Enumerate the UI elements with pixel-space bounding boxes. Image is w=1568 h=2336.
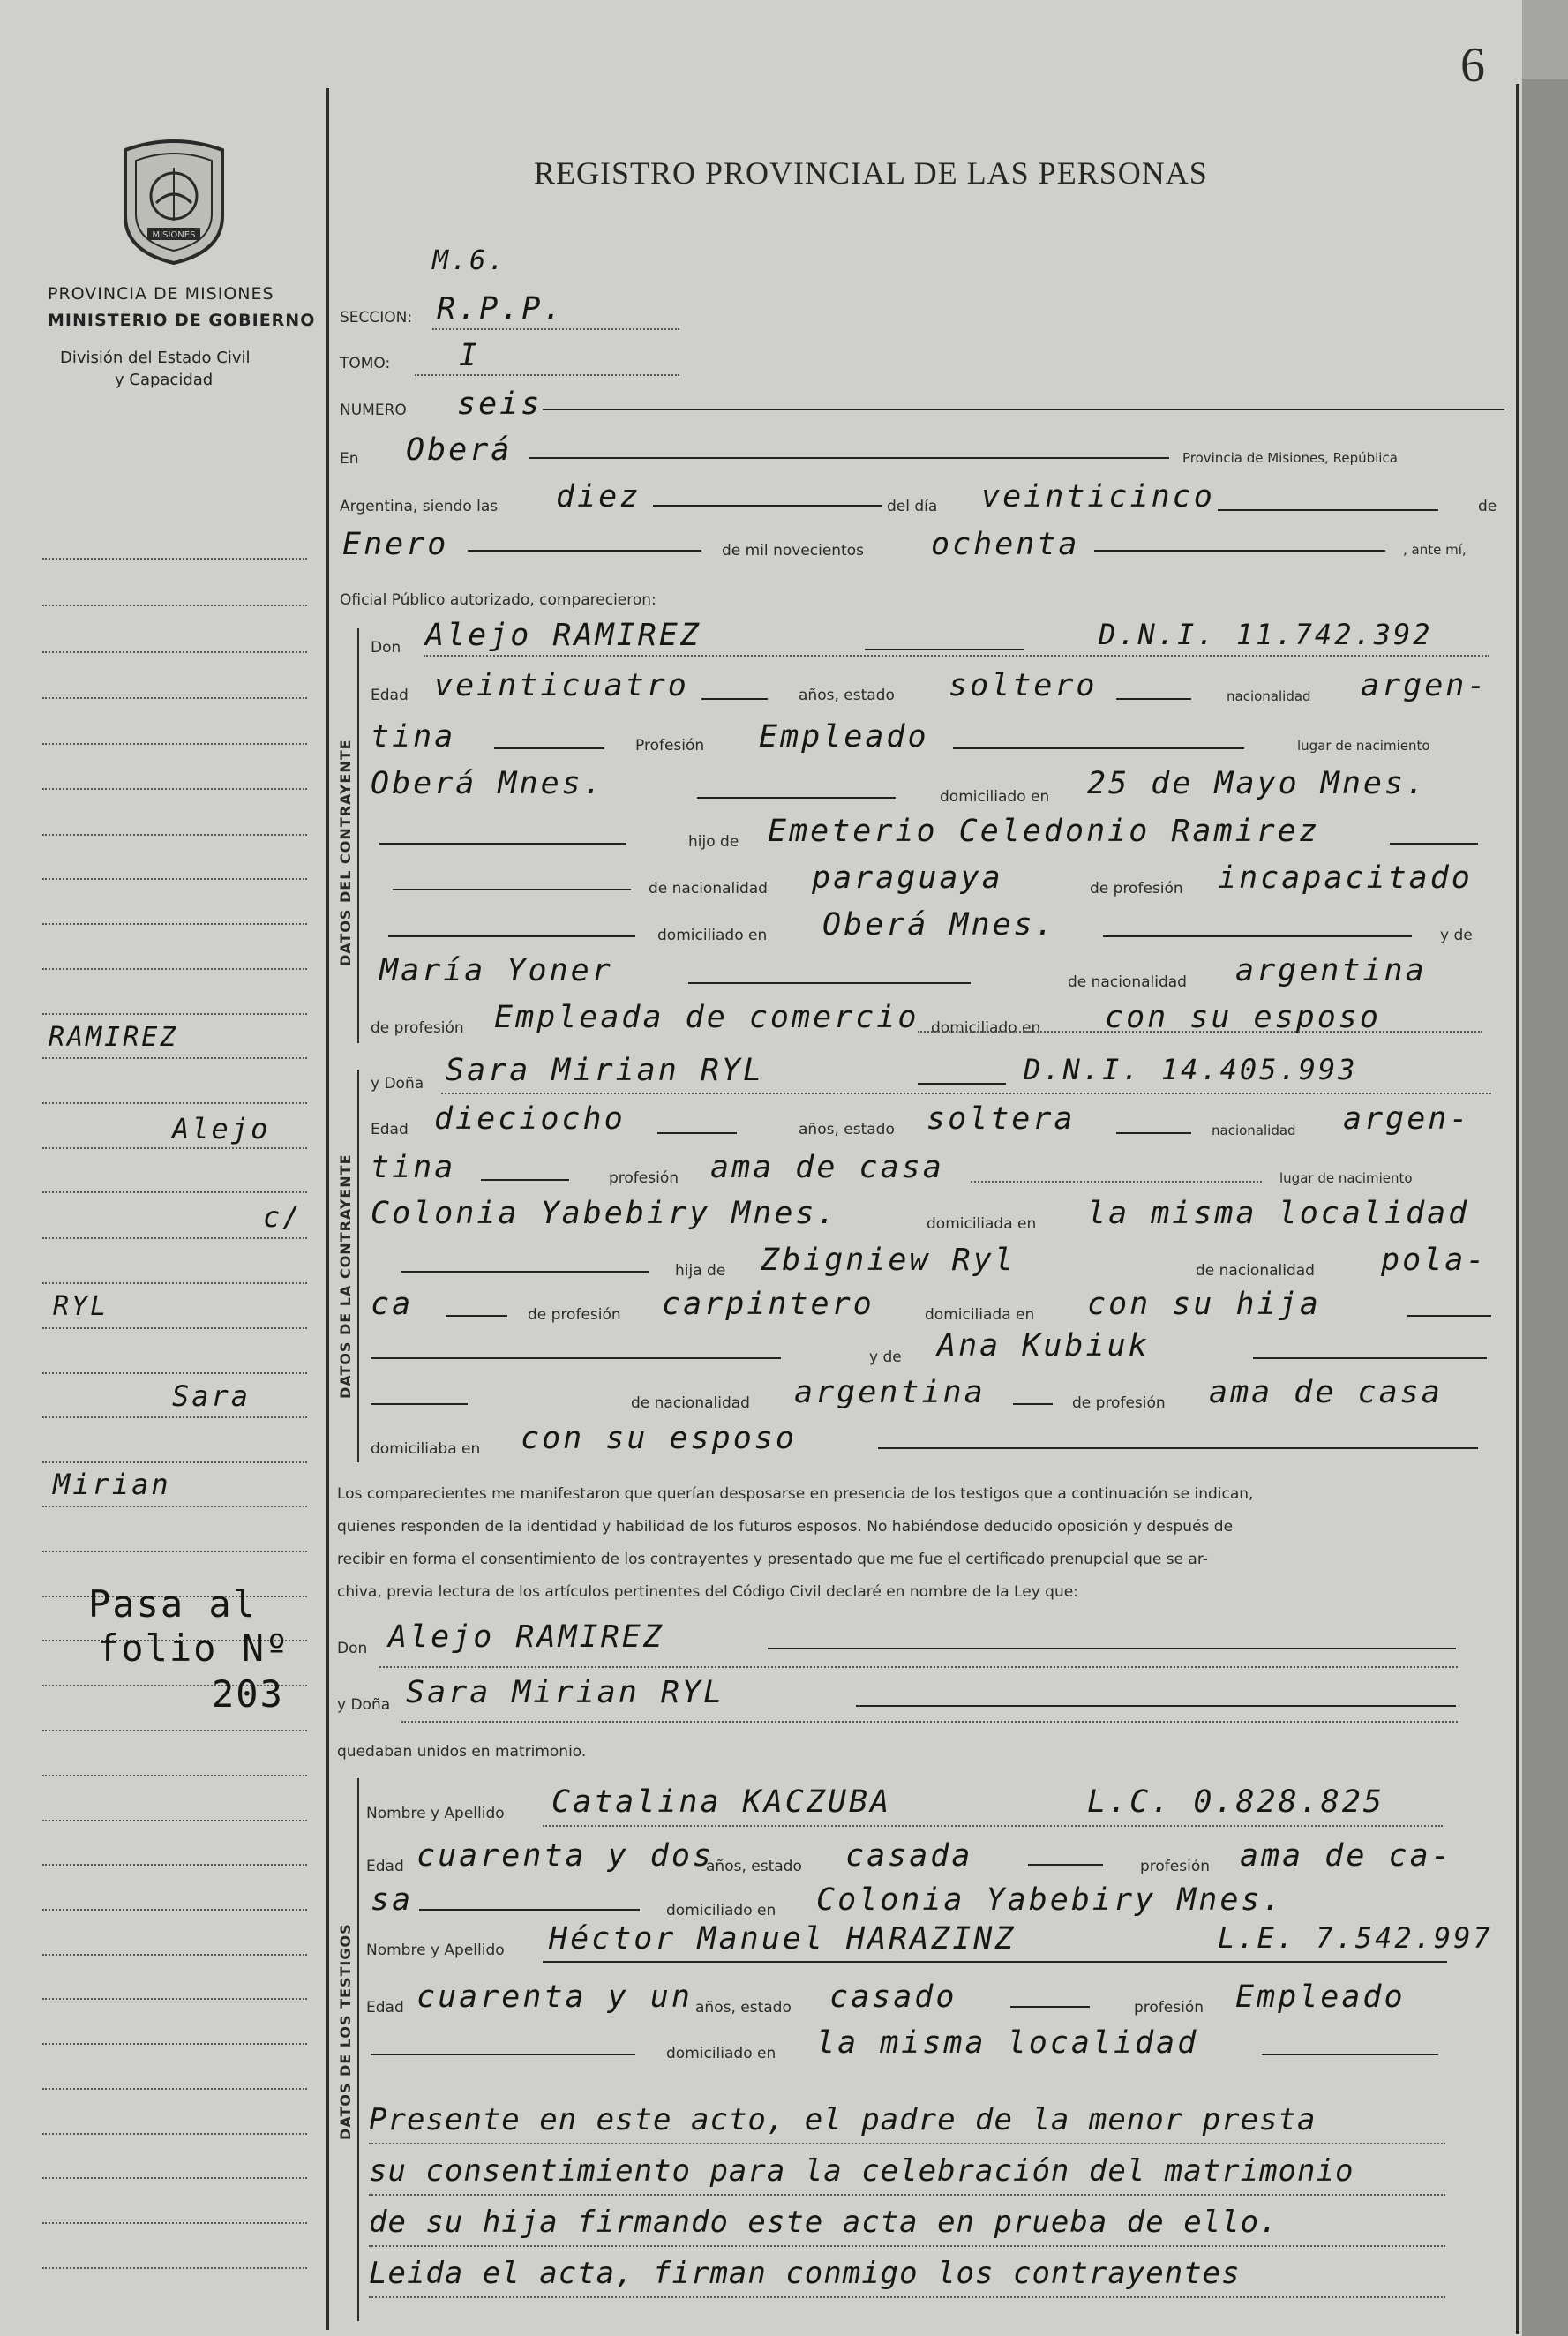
anio-label: de mil novecientos	[722, 542, 864, 560]
contrayenta-madre-dom: con su esposo	[521, 1421, 797, 1456]
t2-prof: Empleado	[1235, 1979, 1406, 2015]
matrimonio-don-label: Don	[337, 1640, 368, 1657]
numero-value: seis	[457, 387, 543, 422]
t2-edad-label: Edad	[366, 1999, 404, 2017]
document-title: REGISTRO PROVINCIAL DE LAS PERSONAS	[534, 155, 1208, 191]
margin-pasa-3: 203	[212, 1672, 284, 1716]
t1-anos-label: años, estado	[706, 1858, 802, 1875]
contrayenta-madre: Ana Kubiuk	[937, 1328, 1150, 1363]
mes-value: Enero	[342, 527, 449, 562]
mark-m6: M.6.	[432, 245, 507, 276]
margin-apellido: RAMIREZ	[49, 1022, 179, 1053]
t2-doc: L.E. 7.542.997	[1218, 1921, 1493, 1955]
section-contrayente: DATOS DEL CONTRAYENTE	[337, 739, 354, 966]
contrayente-madre-dom: con su esposo	[1105, 1000, 1381, 1035]
section-testigos: DATOS DE LOS TESTIGOS	[337, 1923, 354, 2140]
nacionalidad-label: nacionalidad	[1227, 688, 1311, 704]
t1-edad: cuarenta y dos	[416, 1838, 715, 1874]
seccion-value: R.P.P.	[437, 291, 565, 327]
province-label: PROVINCIA DE MISIONES	[48, 284, 274, 304]
contrayente-lugar-nac: Oberá Mnes.	[371, 766, 604, 801]
t1-dom: Colonia Yabebiry Mnes.	[816, 1882, 1284, 1918]
t2-estado: casado	[829, 1979, 957, 2015]
t1-estado: casada	[845, 1838, 973, 1874]
matrimonio-dona-label: y Doña	[337, 1696, 391, 1714]
contrayente-madre-nac: argentina	[1235, 953, 1427, 988]
contrayente-nacionalidad-2: tina	[371, 719, 456, 755]
nota-line-2: su consentimiento para la celebración del matrimonio	[369, 2153, 1354, 2189]
t1-prof-2: sa	[371, 1882, 414, 1918]
argentina-label: Argentina, siendo las	[340, 498, 499, 515]
domiciliada-label: domiciliada en	[927, 1215, 1037, 1233]
madre-dom-label: domiciliado en	[931, 1019, 1041, 1037]
contrayenta-estado: soltera	[927, 1101, 1076, 1137]
province-seal	[116, 132, 231, 265]
de-label: de	[1478, 498, 1497, 515]
contrayenta-madre-prof: ama de casa	[1209, 1375, 1443, 1410]
oficial-label: Oficial Público autorizado, comparecieron:	[340, 591, 656, 609]
declaracion-line-1: Los comparecientes me manifestaron que querían desposarse en presencia de los testigos que a continuación se indican,	[337, 1485, 1254, 1503]
numero-label: NUMERO	[340, 402, 407, 419]
page-edge	[1522, 79, 1568, 2336]
section-contrayenta: DATOS DE LA CONTRAYENTE	[337, 1153, 354, 1399]
contrayenta-madre-nac: argentina	[794, 1375, 986, 1410]
en-label: En	[340, 450, 359, 468]
anio-value: ochenta	[931, 527, 1080, 562]
contrayenta-padre-nac-2: ca	[371, 1287, 414, 1322]
contrayenta-nacionalidad-2: tina	[371, 1150, 456, 1185]
lugar-nacimiento-label-2: lugar de nacimiento	[1279, 1170, 1413, 1186]
t2-nombre: Héctor Manuel HARAZINZ	[549, 1921, 1017, 1957]
profesion-label-2: profesión	[609, 1169, 679, 1187]
t1-nombre-label: Nombre y Apellido	[366, 1805, 505, 1822]
contrayenta-padre-dom: con su hija	[1087, 1287, 1321, 1322]
madre-prof-label-2: de profesión	[1072, 1394, 1166, 1412]
t2-anos-label: años, estado	[695, 1999, 792, 2017]
ministry-label: MINISTERIO DE GOBIERNO	[48, 311, 316, 330]
padre-dom-label-2: domiciliada en	[925, 1306, 1035, 1324]
division-label-2: y Capacidad	[115, 371, 214, 389]
contrayente-estado: soltero	[949, 668, 1098, 703]
edad-label: Edad	[371, 687, 409, 704]
tomo-value: I	[459, 338, 481, 373]
madre-nac-label: de nacionalidad	[1068, 973, 1187, 991]
margin-apellido-2: RYL	[53, 1291, 109, 1322]
madre-prof-label: de profesión	[371, 1019, 464, 1037]
contrayenta-edad: dieciocho	[434, 1101, 626, 1137]
t1-dom-label: domiciliado en	[666, 1902, 776, 1919]
contrayente-padre: Emeterio Celedonio Ramirez	[768, 814, 1320, 849]
y-de-label-2: y de	[869, 1348, 902, 1366]
contrayente-padre-nac: paraguaya	[812, 860, 1003, 896]
t2-edad: cuarenta y un	[416, 1979, 693, 2015]
contrayente-profesion: Empleado	[759, 719, 929, 755]
margin-nombre-2: Sara	[172, 1379, 251, 1413]
nacionalidad-label-2: nacionalidad	[1212, 1123, 1296, 1138]
nota-line-3: de su hija firmando este acta en prueba de ello.	[369, 2205, 1279, 2240]
padre-prof-label: de profesión	[1090, 880, 1183, 898]
seccion-label: SECCION:	[340, 309, 413, 327]
declaracion-line-3: recibir en forma el consentimiento de los contrayentes y presentado que me fue el certificado prenupcial que se ar-	[337, 1551, 1208, 1568]
contrayenta-padre-nac-1: pola-	[1381, 1243, 1488, 1278]
nota-line-4: Leida el acta, firman conmigo los contrayentes	[369, 2256, 1241, 2291]
left-margin-rule	[326, 88, 329, 2330]
ante-label: , ante mí,	[1403, 542, 1467, 558]
contrayenta-domicilio: la misma localidad	[1087, 1196, 1470, 1231]
contrayente-padre-dom: Oberá Mnes.	[822, 907, 1056, 943]
contrayente-madre-prof: Empleada de comercio	[494, 1000, 919, 1035]
declaracion-line-4: chiva, previa lectura de los artículos pertinentes del Código Civil declaré en nombre de la Ley que:	[337, 1583, 1078, 1601]
dona-label: y Doña	[371, 1075, 424, 1093]
provincia-label: Provincia de Misiones, República	[1182, 450, 1398, 466]
hora-value: diez	[556, 479, 641, 515]
margin-pasa-2: folio Nº	[97, 1626, 290, 1670]
dia-value: veinticinco	[981, 479, 1215, 515]
edad-label-2: Edad	[371, 1121, 409, 1138]
padre-nac-label: de nacionalidad	[649, 880, 768, 898]
t2-dom-label: domiciliado en	[666, 2045, 776, 2062]
contrayente-domicilio: 25 de Mayo Mnes.	[1087, 766, 1428, 801]
nota-line-1: Presente en este acto, el padre de la menor presta	[369, 2102, 1317, 2137]
hija-label: hija de	[675, 1262, 726, 1280]
margin-nombre: Alejo	[172, 1112, 271, 1145]
contrayente-edad: veinticuatro	[434, 668, 689, 703]
anos-label-2: años, estado	[799, 1121, 895, 1138]
contrayenta-profesion: ama de casa	[710, 1150, 944, 1185]
domiciliado-label: domiciliado en	[940, 788, 1050, 806]
lugar-value: Oberá	[406, 432, 513, 468]
t1-doc: L.C. 0.828.825	[1087, 1784, 1385, 1820]
y-de-label: y de	[1440, 927, 1473, 944]
madre-nac-label-2: de nacionalidad	[631, 1394, 750, 1412]
contrayenta-nombre: Sara Mirian RYL	[446, 1053, 765, 1088]
matrimonio-dona: Sara Mirian RYL	[406, 1675, 725, 1710]
contrayenta-padre: Zbigniew Ryl	[761, 1243, 1016, 1278]
margin-nombre-3: Mirian	[53, 1468, 171, 1501]
t1-nombre: Catalina KACZUBA	[551, 1784, 892, 1820]
right-margin-rule	[1516, 84, 1519, 2334]
contrayente-nombre: Alejo RAMIREZ	[425, 618, 701, 653]
t1-prof-1: ama de ca-	[1240, 1838, 1452, 1874]
t2-dom: la misma localidad	[816, 2025, 1199, 2061]
contrayenta-nacionalidad-1: argen-	[1343, 1101, 1471, 1137]
contrayente-dni: D.N.I. 11.742.392	[1099, 618, 1433, 651]
madre-dom-label-2: domiciliaba en	[371, 1440, 481, 1458]
matrimonio-don: Alejo RAMIREZ	[388, 1619, 664, 1655]
contrayente-nacionalidad-1: argen-	[1361, 668, 1489, 703]
hijo-label: hijo de	[688, 833, 739, 851]
anos-label: años, estado	[799, 687, 895, 704]
padre-dom-label: domiciliado en	[657, 927, 768, 944]
t1-edad-label: Edad	[366, 1858, 404, 1875]
padre-nac-label-2: de nacionalidad	[1196, 1262, 1315, 1280]
division-label-1: División del Estado Civil	[60, 349, 251, 367]
contrayente-madre: María Yoner	[379, 953, 613, 988]
dia-label: del día	[887, 498, 938, 515]
t2-nombre-label: Nombre y Apellido	[366, 1942, 505, 1959]
contrayente-padre-prof: incapacitado	[1218, 860, 1473, 896]
t1-prof-label: profesión	[1140, 1858, 1211, 1875]
profesion-label: Profesión	[635, 737, 705, 755]
margin-pasa-1: Pasa al	[88, 1582, 258, 1626]
lugar-nacimiento-label: lugar de nacimiento	[1297, 738, 1430, 754]
contrayenta-dni: D.N.I. 14.405.993	[1024, 1053, 1358, 1086]
contrayenta-lugar-nac: Colonia Yabebiry Mnes.	[371, 1196, 838, 1231]
padre-prof-label-2: de profesión	[528, 1306, 621, 1324]
t2-prof-label: profesión	[1134, 1999, 1204, 2017]
contrayenta-padre-prof: carpintero	[662, 1287, 874, 1322]
page-number: 6	[1460, 38, 1485, 93]
margin-conector: c/	[263, 1200, 303, 1234]
quedaban-label: quedaban unidos en matrimonio.	[337, 1743, 587, 1761]
don-label: Don	[371, 639, 401, 657]
declaracion-line-2: quienes responden de la identidad y habilidad de los futuros esposos. No habiéndose deducido oposición y después de	[337, 1518, 1234, 1536]
svg-text:MISIONES: MISIONES	[152, 230, 196, 240]
tomo-label: TOMO:	[340, 355, 391, 372]
